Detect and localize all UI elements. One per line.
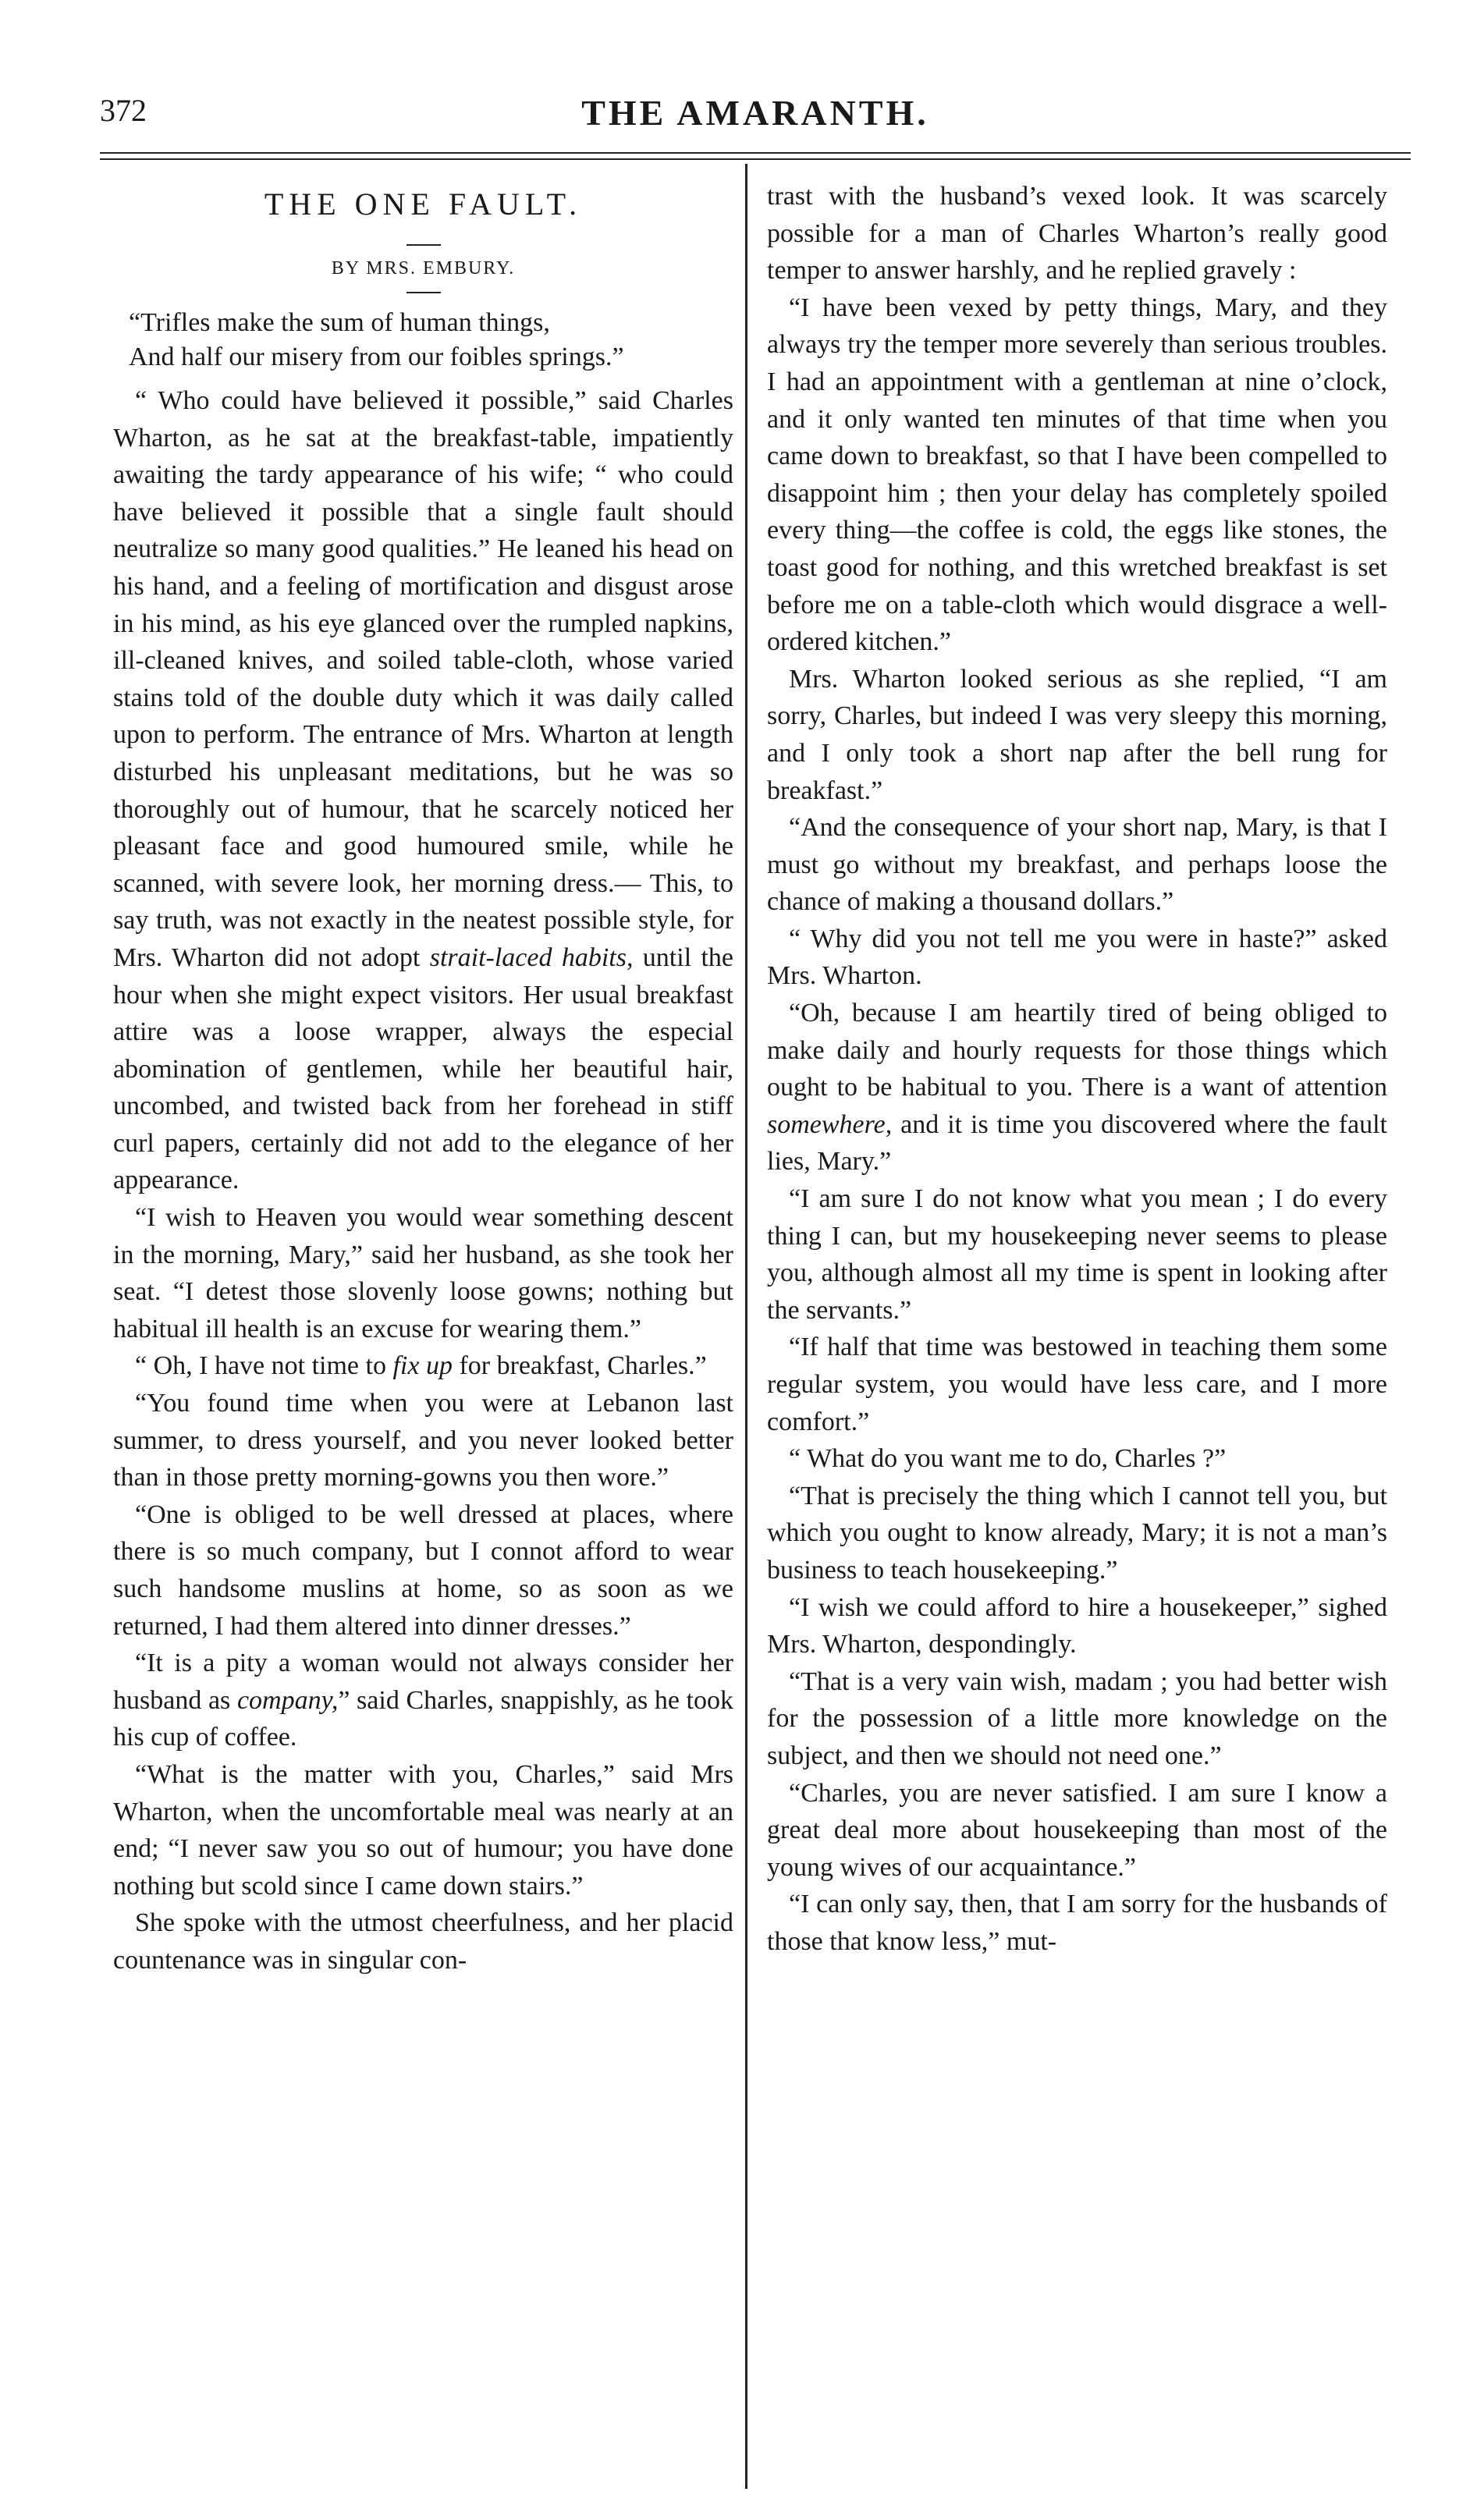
paragraph: Mrs. Wharton looked serious as she replied, “I am sorry, Charles, but indeed I was very sleepy this morning, and I only took a short nap after the bell rung for breakfast.”: [767, 664, 1387, 805]
paragraph: She spoke with the utmost cheerfulness, and her placid countenance was in singular con-: [113, 1908, 733, 1975]
left-column: [113, 178, 733, 1979]
paragraph: [113, 382, 733, 1199]
paragraph: “That is a very vain wish, madam ; you had better wish for the possession of a little more knowledge on the subject, and then we should not need one.”: [767, 1666, 1387, 1770]
running-title: THE AMARANTH.: [581, 93, 929, 133]
paragraph: “What is the matter with you, Charles,” said Mrs Wharton, when the uncomfortable meal was nearly at an end; “I never saw you so out of humour; you have done nothing but scold since I came down stairs.”: [113, 1759, 733, 1901]
paragraph-text: for breakfast, Charles.”: [459, 1351, 707, 1381]
paragraph: “That is precisely the thing which I cannot tell you, but which you ought to know already, Mary; it is not a man’s business to teach housekeeping.”: [767, 1481, 1387, 1585]
italic-phrase: fix up: [392, 1351, 453, 1381]
article-title: THE ONE FAULT.: [264, 186, 583, 222]
epigraph-line: And half our misery from our foibles springs.”: [129, 343, 624, 371]
right-column: [767, 178, 1387, 1961]
paragraph: [113, 1645, 733, 1756]
page-header: [100, 92, 1411, 147]
byline-rule: [407, 292, 441, 293]
paragraph-text: “ Who could have believed it possible,” said Charles Wharton, as he sat at the breakfast-table, impatiently awaiting the tardy appearance of his wife; “ who could have believed it possible that a single fault should neutralize so many good qualities.” He leaned his head on his hand, and a feeling of mortification and disgust arose in his mind, as his eye glanced over the rumpled napkins, ill-cleaned knives, and soiled table-cloth, whose varied stains told of the double duty which it was daily called upon to perform. The entrance of Mrs. Wharton at length disturbed his unpleasant meditations, but he was so thoroughly out of humour, that he scarcely noticed her pleasant face and good humoured smile, while he scanned, with severe look, her morning dress.— This, to say truth, was not exactly in the neatest possible style, for Mrs. Wharton did not adopt: [113, 386, 733, 972]
page-number: 372: [100, 93, 147, 128]
column-divider: [745, 164, 747, 2489]
paragraph: “I can only say, then, that I am sorry for the husbands of those that know less,” mut-: [767, 1890, 1387, 1956]
paragraph-text: “It is a pity a woman would not always consider her husband as: [113, 1649, 733, 1715]
paragraph-text: “Oh, because I am heartily tired of being obliged to make daily and hourly requests for those things which ought to be habitual to you. There is a want of attention: [767, 999, 1387, 1102]
italic-phrase: company,: [236, 1685, 339, 1715]
paragraph: trast with the husband’s vexed look. It was scarcely possible for a man of Charles Wharton’s really good temper to answer harshly, and he replied gravely :: [767, 182, 1387, 286]
paragraph: [113, 1347, 733, 1385]
paragraph: “I wish we could afford to hire a housekeeper,” sighed Mrs. Wharton, despondingly.: [767, 1592, 1387, 1659]
paragraph-text: “ Oh, I have not time to: [135, 1351, 386, 1381]
paragraph: “If half that time was bestowed in teaching them some regular system, you would have less care, and I more comfort.”: [767, 1333, 1387, 1436]
paragraph: “I wish to Heaven you would wear something descent in the morning, Mary,” said her husband, as she took her seat. “I detest those slovenly loose gowns; nothing but habitual ill health is an excuse for wearing them.”: [113, 1203, 733, 1343]
header-rule-top: [100, 152, 1411, 154]
title-rule: [407, 244, 441, 246]
paragraph: “ Why did you not tell me you were in haste?” asked Mrs. Wharton.: [767, 924, 1387, 991]
article-byline: BY MRS. EMBURY.: [331, 258, 516, 279]
paragraph: “I am sure I do not know what you mean ; I do every thing I can, but my housekeeping never seems to please you, although almost all my time is spent in looking after the servants.”: [767, 1184, 1387, 1325]
paragraph: [767, 995, 1387, 1180]
paragraph: “One is obliged to be well dressed at places, where there is so much company, but I connot afford to wear such handsome muslins at home, so as soon as we returned, I had them altered into dinner dresses.”: [113, 1500, 733, 1641]
paragraph-text: until the hour when she might expect visitors. Her usual breakfast attire was a loose wrapper, always the especial abomination of gentlemen, while her beautiful hair, uncombed, and twisted back from her forehead in stiff curl papers, certainly did not add to the elegance of her appearance.: [113, 942, 734, 1195]
epigraph-line: “Trifles make the sum of human things,: [129, 308, 550, 337]
paragraph: “I have been vexed by petty things, Mary, and they always try the temper more severely than serious troubles. I had an appointment with a gentleman at nine o’clock, and it only wanted ten minutes of that time when you came down to breakfast, so that I have been compelled to disappoint him ; then your delay has completely spoiled every thing—the coffee is cold, the eggs like stones, the toast good for nothing, and this wretched breakfast is set before me on a table-cloth which would disgrace a well-ordered kitchen.”: [767, 293, 1387, 657]
paragraph: “And the consequence of your short nap, Mary, is that I must go without my breakfast, and perhaps loose the chance of making a thousand dollars.”: [767, 813, 1387, 917]
paragraph: “Charles, you are never satisfied. I am sure I know a great deal more about housekeeping than most of the young wives of our acquaintance.”: [767, 1778, 1387, 1882]
paragraph: “ What do you want me to do, Charles ?”: [789, 1444, 1227, 1474]
epigraph: [129, 306, 733, 374]
header-rule-bottom: [100, 158, 1411, 160]
paragraph-text: and it is time you discovered where the fault lies, Mary.”: [767, 1109, 1388, 1177]
paragraph: “You found time when you were at Lebanon last summer, to dress yourself, and you never looked better than in those pretty morning-gowns you then wore.”: [113, 1389, 733, 1492]
italic-phrase: strait-laced habits,: [429, 942, 634, 972]
italic-phrase: somewhere,: [767, 1109, 893, 1139]
paragraph-text: ” said Charles, snappishly, as he took his cup of coffee.: [113, 1685, 733, 1752]
